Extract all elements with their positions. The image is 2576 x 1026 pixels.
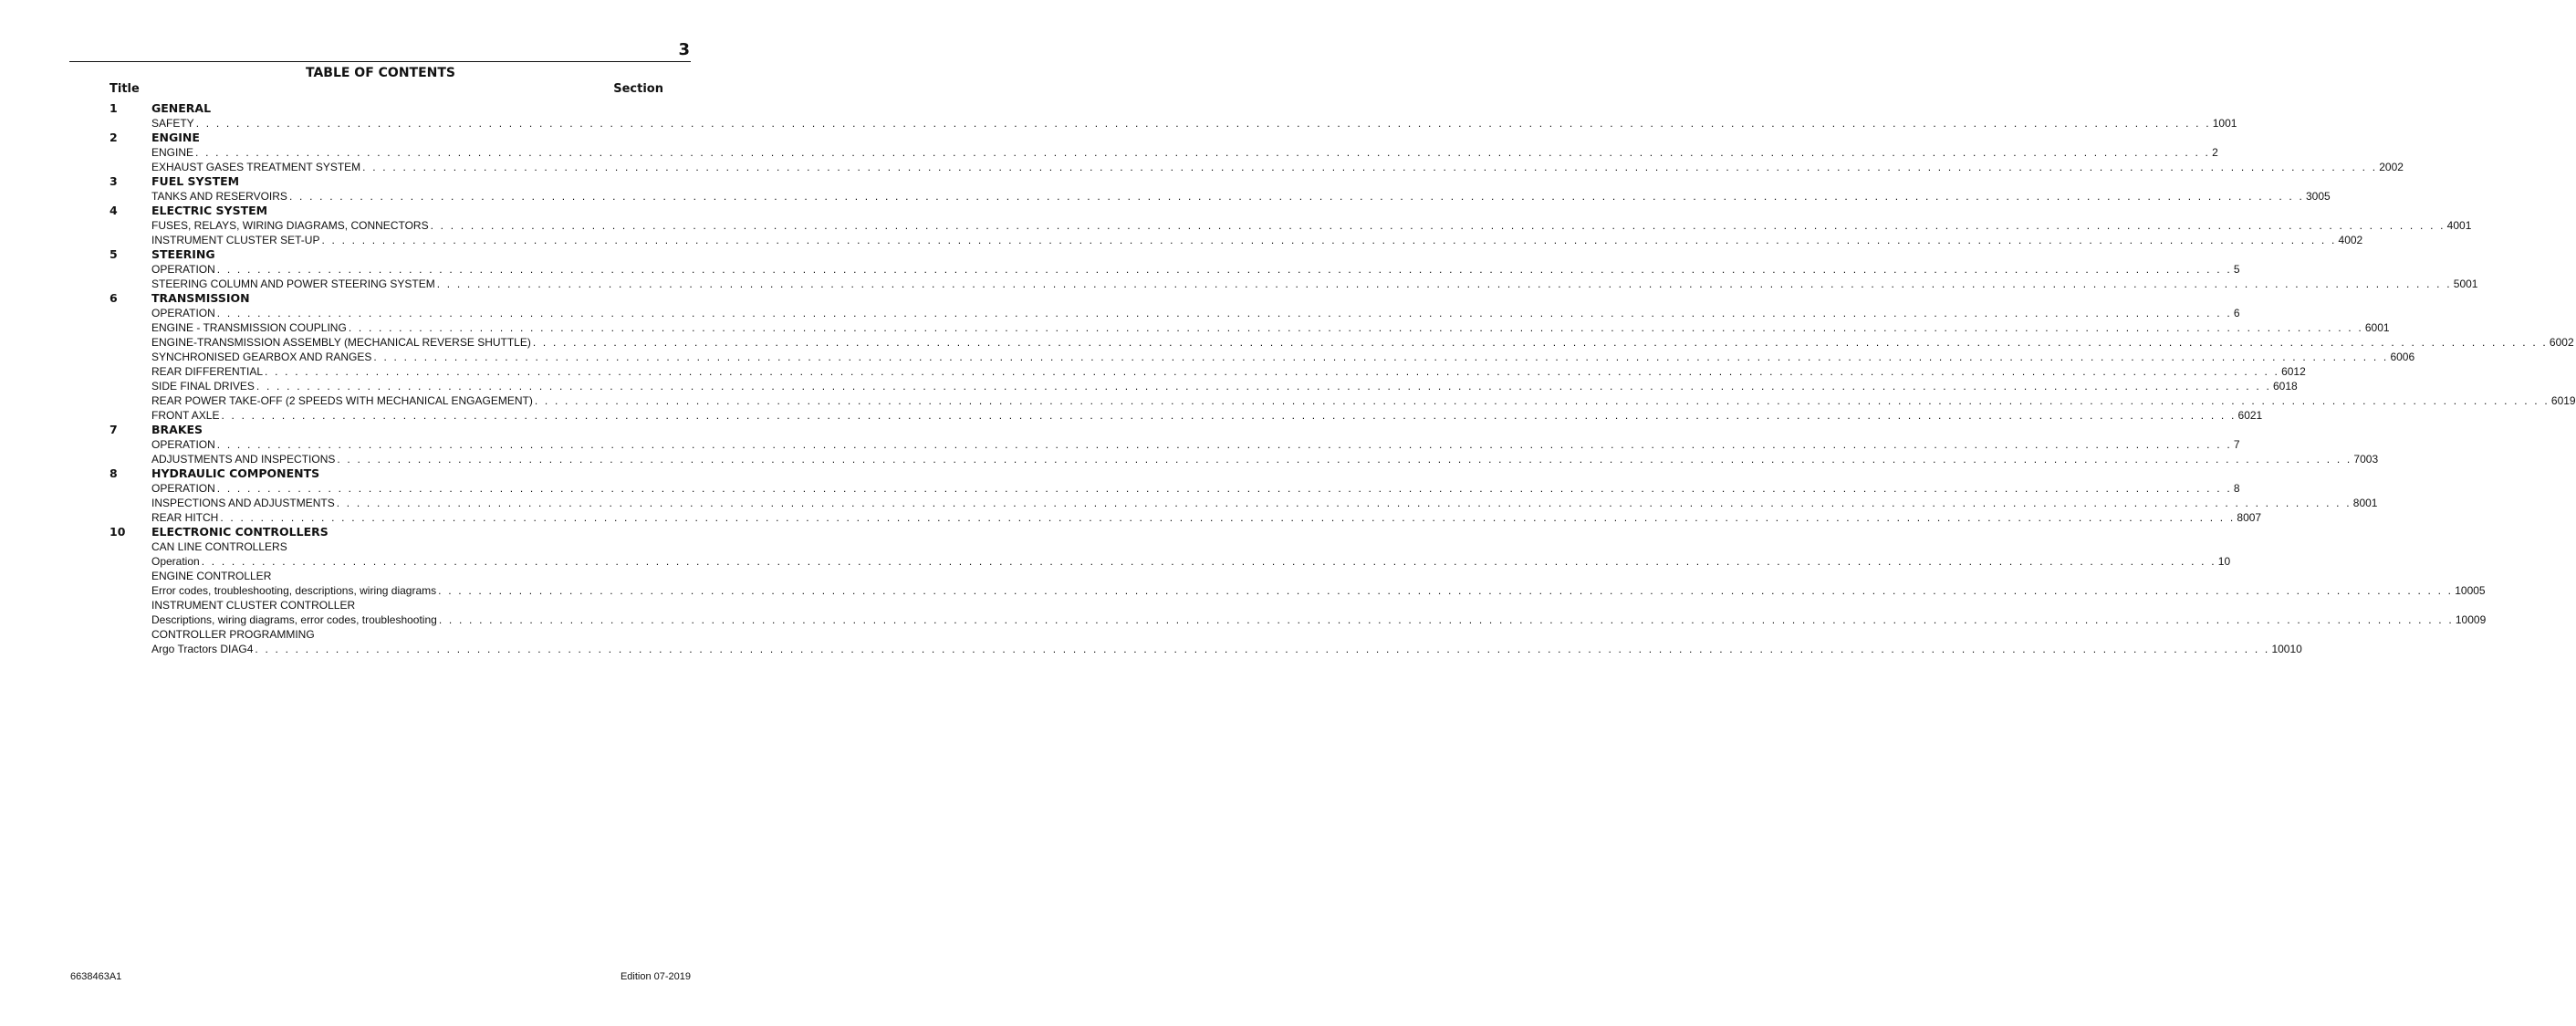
toc-entry[interactable] xyxy=(151,306,2240,320)
toc-entry[interactable] xyxy=(151,116,2237,131)
toc-entry-label: INSPECTIONS AND ADJUSTMENTS xyxy=(151,497,335,509)
toc-subheading: INSTRUMENT CLUSTER CONTROLLER xyxy=(151,599,356,612)
dot-leader: . . . . . . . . . . . . . . . . . . . . . . . . . . . . . . . . . . . . . . . . . . . . . . . . . . . . . . . . . . . . . . . . . . . . . . . . . . . . . . . . . . . . . . . . . . . . . . . . . . . . . . . . . . . . . . . . . . . . . . . . . . . . . . . . . . . . . . . . . . . . . . . . . . . . . . . . . . . . . . . . . . . . . . . . . . . . . . . . . . . . . . . . . . . . . . . . . . . . . . . . xyxy=(321,234,2337,246)
toc-entry-section-number: 5001 xyxy=(2453,277,2478,290)
dot-leader: . . . . . . . . . . . . . . . . . . . . . . . . . . . . . . . . . . . . . . . . . . . . . . . . . . . . . . . . . . . . . . . . . . . . . . . . . . . . . . . . . . . . . . . . . . . . . . . . . . . . . . . . . . . . . . . . . . . . . . . . . . . . . . . . . . . . . . . . . . . . . . . . . . . . . . . . . . . . . . . . . . . . . . . . . . . . . . . . . . . . . . . . . . . . . . . . . . . . . . . . xyxy=(265,365,2280,378)
dot-leader: . . . . . . . . . . . . . . . . . . . . . . . . . . . . . . . . . . . . . . . . . . . . . . . . . . . . . . . . . . . . . . . . . . . . . . . . . . . . . . . . . . . . . . . . . . . . . . . . . . . . . . . . . . . . . . . . . . . . . . . . . . . . . . . . . . . . . . . . . . . . . . . . . . . . . . . . . . . . . . . . . . . . . . . . . . . . . . . . . . . . . . . . . . . . . . . . . . . . . . . . xyxy=(221,409,2237,422)
toc-entry-label: SYNCHRONISED GEARBOX AND RANGES xyxy=(151,351,372,363)
toc-section-heading xyxy=(110,466,663,481)
toc-entry-section-number: 6019 xyxy=(2550,394,2576,407)
toc-list xyxy=(110,101,2576,656)
section-title: BRAKES xyxy=(151,423,203,436)
toc-entry-label: ADJUSTMENTS AND INSPECTIONS xyxy=(151,453,336,466)
dot-leader: . . . . . . . . . . . . . . . . . . . . . . . . . . . . . . . . . . . . . . . . . . . . . . . . . . . . . . . . . . . . . . . . . . . . . . . . . . . . . . . . . . . . . . . . . . . . . . . . . . . . . . . . . . . . . . . . . . . . . . . . . . . . . . . . . . . . . . . . . . . . . . . . . . . . . . . . . . . . . . . . . . . . . . . . . . . . . . . . . . . . . . . . . . . . . . . . . . . . . . . . xyxy=(348,321,2363,334)
toc-entry[interactable] xyxy=(151,437,2240,452)
toc-subheading: CONTROLLER PROGRAMMING xyxy=(151,628,315,641)
section-number: 6 xyxy=(110,291,118,305)
toc-entry-label: REAR DIFFERENTIAL xyxy=(151,365,264,378)
toc-subheading: CAN LINE CONTROLLERS xyxy=(151,540,287,553)
toc-entry-section-number: 6012 xyxy=(2281,365,2306,378)
toc-entry[interactable] xyxy=(151,583,2486,598)
toc-entry-label: Argo Tractors DIAG4 xyxy=(151,643,254,655)
toc-entry[interactable] xyxy=(151,277,2478,291)
dot-leader: . . . . . . . . . . . . . . . . . . . . . . . . . . . . . . . . . . . . . . . . . . . . . . . . . . . . . . . . . . . . . . . . . . . . . . . . . . . . . . . . . . . . . . . . . . . . . . . . . . . . . . . . . . . . . . . . . . . . . . . . . . . . . . . . . . . . . . . . . . . . . . . . . . . . . . . . . . . . . . . . . . . . . . . . . . . . . . . . . . . . . . . . . . . . . . . . . . . . . . . . xyxy=(336,497,2352,509)
toc-entry-label: SIDE FINAL DRIVES xyxy=(151,380,255,393)
toc-entry[interactable] xyxy=(151,189,2331,204)
toc-entry[interactable] xyxy=(151,481,2240,496)
toc-entry[interactable] xyxy=(151,612,2487,627)
section-title: TRANSMISSION xyxy=(151,291,250,305)
toc-entry-label: INSTRUMENT CLUSTER SET-UP xyxy=(151,234,320,246)
footer-doc-code: 6638463A1 xyxy=(70,971,122,982)
toc-entry[interactable] xyxy=(151,320,2390,335)
dot-leader: . . . . . . . . . . . . . . . . . . . . . . . . . . . . . . . . . . . . . . . . . . . . . . . . . . . . . . . . . . . . . . . . . . . . . . . . . . . . . . . . . . . . . . . . . . . . . . . . . . . . . . . . . . . . . . . . . . . . . . . . . . . . . . . . . . . . . . . . . . . . . . . . . . . . . . . . . . . . . . . . . . . . . . . . . . . . . . . . . . . . . . . . . . . . . . . . . . . . . . . . xyxy=(216,263,2232,276)
dot-leader: . . . . . . . . . . . . . . . . . . . . . . . . . . . . . . . . . . . . . . . . . . . . . . . . . . . . . . . . . . . . . . . . . . . . . . . . . . . . . . . . . . . . . . . . . . . . . . . . . . . . . . . . . . . . . . . . . . . . . . . . . . . . . . . . . . . . . . . . . . . . . . . . . . . . . . . . . . . . . . . . . . . . . . . . . . . . . . . . . . . . . . . . . . . . . . . . . . . . . . . . xyxy=(362,161,2378,173)
toc-section-heading xyxy=(110,423,663,437)
toc-entry[interactable] xyxy=(151,262,2240,277)
dot-leader: . . . . . . . . . . . . . . . . . . . . . . . . . . . . . . . . . . . . . . . . . . . . . . . . . . . . . . . . . . . . . . . . . . . . . . . . . . . . . . . . . . . . . . . . . . . . . . . . . . . . . . . . . . . . . . . . . . . . . . . . . . . . . . . . . . . . . . . . . . . . . . . . . . . . . . . . . . . . . . . . . . . . . . . . . . . . . . . . . . . . . . . . . . . . . . . . . . . . . . . . xyxy=(255,643,2270,655)
dot-leader: . . . . . . . . . . . . . . . . . . . . . . . . . . . . . . . . . . . . . . . . . . . . . . . . . . . . . . . . . . . . . . . . . . . . . . . . . . . . . . . . . . . . . . . . . . . . . . . . . . . . . . . . . . . . . . . . . . . . . . . . . . . . . . . . . . . . . . . . . . . . . . . . . . . . . . . . . . . . . . . . . . . . . . . . . . . . . . . . . . . . . . . . . . . . . . . . . . . . . . . . xyxy=(216,482,2232,495)
toc-entry[interactable] xyxy=(151,452,2379,466)
toc-entry-label: STEERING COLUMN AND POWER STEERING SYSTEM xyxy=(151,277,435,290)
section-title: ELECTRIC SYSTEM xyxy=(151,204,268,217)
dot-leader: . . . . . . . . . . . . . . . . . . . . . . . . . . . . . . . . . . . . . . . . . . . . . . . . . . . . . . . . . . . . . . . . . . . . . . . . . . . . . . . . . . . . . . . . . . . . . . . . . . . . . . . . . . . . . . . . . . . . . . . . . . . . . . . . . . . . . . . . . . . . . . . . . . . . . . . . . . . . . . . . . . . . . . . . . . . . . . . . . . . . . . . . . . . . . . . . . . . . . . . . xyxy=(201,555,2216,568)
toc-entry-section-number: 7003 xyxy=(2353,453,2379,466)
dot-leader: . . . . . . . . . . . . . . . . . . . . . . . . . . . . . . . . . . . . . . . . . . . . . . . . . . . . . . . . . . . . . . . . . . . . . . . . . . . . . . . . . . . . . . . . . . . . . . . . . . . . . . . . . . . . . . . . . . . . . . . . . . . . . . . . . . . . . . . . . . . . . . . . . . . . . . . . . . . . . . . . . . . . . . . . . . . . . . . . . . . . . . . . . . . . . . . . . . . . . . . . xyxy=(195,146,2211,159)
section-number: 2 xyxy=(110,131,118,144)
toc-entry-section-number: 1001 xyxy=(2212,117,2237,130)
toc-entry-section-number: 6006 xyxy=(2390,351,2415,363)
toc-entry-label: TANKS AND RESERVOIRS xyxy=(151,190,287,203)
toc-entry-label: REAR HITCH xyxy=(151,511,219,524)
toc-entry-section-number: 6001 xyxy=(2364,321,2390,334)
dot-leader: . . . . . . . . . . . . . . . . . . . . . . . . . . . . . . . . . . . . . . . . . . . . . . . . . . . . . . . . . . . . . . . . . . . . . . . . . . . . . . . . . . . . . . . . . . . . . . . . . . . . . . . . . . . . . . . . . . . . . . . . . . . . . . . . . . . . . . . . . . . . . . . . . . . . . . . . . . . . . . . . . . . . . . . . . . . . . . . . . . . . . . . . . . . . . . . . . . . . . . . . xyxy=(195,117,2211,130)
page-number: 3 xyxy=(678,40,690,59)
toc-entry-section-number: 2 xyxy=(2212,146,2218,159)
toc-entry-section-number: 10010 xyxy=(2271,643,2302,655)
toc-entry-label: Descriptions, wiring diagrams, error codes, troubleshooting xyxy=(151,613,437,626)
dot-leader: . . . . . . . . . . . . . . . . . . . . . . . . . . . . . . . . . . . . . . . . . . . . . . . . . . . . . . . . . . . . . . . . . . . . . . . . . . . . . . . . . . . . . . . . . . . . . . . . . . . . . . . . . . . . . . . . . . . . . . . . . . . . . . . . . . . . . . . . . . . . . . . . . . . . . . . . . . . . . . . . . . . . . . . . . . . . . . . . . . . . . . . . . . . . . . . . . . . . . . . . xyxy=(216,438,2232,451)
toc-entry-label: EXHAUST GASES TREATMENT SYSTEM xyxy=(151,161,361,173)
section-number: 1 xyxy=(110,101,118,115)
toc-entry-section-number: 4001 xyxy=(2446,219,2472,232)
toc-entry-label: REAR POWER TAKE-OFF (2 SPEEDS WITH MECHANICAL ENGAGEMENT) xyxy=(151,394,533,407)
toc-entry-section-number: 6002 xyxy=(2549,336,2574,349)
section-title: STEERING xyxy=(151,247,215,261)
toc-entry-section-number: 8 xyxy=(2233,482,2240,495)
toc-entry[interactable] xyxy=(151,510,2262,525)
toc-section-heading xyxy=(110,247,663,262)
toc-entry[interactable] xyxy=(151,335,2574,350)
column-header-title: Title xyxy=(110,82,140,96)
dot-leader: . . . . . . . . . . . . . . . . . . . . . . . . . . . . . . . . . . . . . . . . . . . . . . . . . . . . . . . . . . . . . . . . . . . . . . . . . . . . . . . . . . . . . . . . . . . . . . . . . . . . . . . . . . . . . . . . . . . . . . . . . . . . . . . . . . . . . . . . . . . . . . . . . . . . . . . . . . . . . . . . . . . . . . . . . . . . . . . . . . . . . . . . . . . . . . . . . . . . . . . . xyxy=(373,351,2389,363)
toc-entry-section-number: 2002 xyxy=(2379,161,2404,173)
toc-entry[interactable] xyxy=(151,554,2231,569)
header-rule xyxy=(69,61,691,62)
dot-leader: . . . . . . . . . . . . . . . . . . . . . . . . . . . . . . . . . . . . . . . . . . . . . . . . . . . . . . . . . . . . . . . . . . . . . . . . . . . . . . . . . . . . . . . . . . . . . . . . . . . . . . . . . . . . . . . . . . . . . . . . . . . . . . . . . . . . . . . . . . . . . . . . . . . . . . . . . . . . . . . . . . . . . . . . . . . . . . . . . . . . . . . . . . . . . . . . . . . . . . . . xyxy=(256,380,2271,393)
toc-entry-label: Error codes, troubleshooting, descriptions, wiring diagrams xyxy=(151,584,437,597)
toc-entry-label: OPERATION xyxy=(151,438,215,451)
toc-entry-label: ENGINE-TRANSMISSION ASSEMBLY (MECHANICAL REVERSE SHUTTLE) xyxy=(151,336,531,349)
section-title: GENERAL xyxy=(151,101,212,115)
toc-entry-section-number: 6021 xyxy=(2237,409,2263,422)
toc-entry[interactable] xyxy=(151,145,2218,160)
section-number: 5 xyxy=(110,247,118,261)
toc-subheading: ENGINE CONTROLLER xyxy=(151,570,272,582)
toc-entry-section-number: 4002 xyxy=(2338,234,2363,246)
dot-leader: . . . . . . . . . . . . . . . . . . . . . . . . . . . . . . . . . . . . . . . . . . . . . . . . . . . . . . . . . . . . . . . . . . . . . . . . . . . . . . . . . . . . . . . . . . . . . . . . . . . . . . . . . . . . . . . . . . . . . . . . . . . . . . . . . . . . . . . . . . . . . . . . . . . . . . . . . . . . . . . . . . . . . . . . . . . . . . . . . . . . . . . . . . . . . . . . . . . . . . . . xyxy=(430,219,2446,232)
toc-entry-section-number: 10 xyxy=(2217,555,2231,568)
toc-entry[interactable] xyxy=(151,642,2302,656)
toc-entry-section-number: 6018 xyxy=(2272,380,2298,393)
toc-entry-label: FRONT AXLE xyxy=(151,409,220,422)
toc-entry-section-number: 6 xyxy=(2233,307,2240,319)
dot-leader: . . . . . . . . . . . . . . . . . . . . . . . . . . . . . . . . . . . . . . . . . . . . . . . . . . . . . . . . . . . . . . . . . . . . . . . . . . . . . . . . . . . . . . . . . . . . . . . . . . . . . . . . . . . . . . . . . . . . . . . . . . . . . . . . . . . . . . . . . . . . . . . . . . . . . . . . . . . . . . . . . . . . . . . . . . . . . . . . . . . . . . . . . . . . . . . . . . . . . . . . xyxy=(220,511,2236,524)
toc-entry[interactable] xyxy=(151,160,2404,174)
toc-entry[interactable] xyxy=(151,350,2415,364)
toc-section-heading xyxy=(110,291,663,306)
dot-leader: . . . . . . . . . . . . . . . . . . . . . . . . . . . . . . . . . . . . . . . . . . . . . . . . . . . . . . . . . . . . . . . . . . . . . . . . . . . . . . . . . . . . . . . . . . . . . . . . . . . . . . . . . . . . . . . . . . . . . . . . . . . . . . . . . . . . . . . . . . . . . . . . . . . . . . . . . . . . . . . . . . . . . . . . . . . . . . . . . . . . . . . . . . . . . . . . . . . . . . . . xyxy=(532,336,2548,349)
toc-entry-label: OPERATION xyxy=(151,482,215,495)
toc-entry-section-number: 3005 xyxy=(2306,190,2331,203)
section-title: ELECTRONIC CONTROLLERS xyxy=(151,525,329,539)
section-title: ENGINE xyxy=(151,131,200,144)
section-number: 8 xyxy=(110,466,118,480)
toc-entry-label: FUSES, RELAYS, WIRING DIAGRAMS, CONNECTORS xyxy=(151,219,429,232)
toc-entry[interactable] xyxy=(151,364,2306,379)
toc-entry-label: OPERATION xyxy=(151,307,215,319)
toc-entry-section-number: 10009 xyxy=(2455,613,2487,626)
section-title: FUEL SYSTEM xyxy=(151,174,240,188)
section-number: 10 xyxy=(110,525,126,539)
toc-entry[interactable] xyxy=(151,408,2263,423)
toc-entry-label: OPERATION xyxy=(151,263,215,276)
toc-entry[interactable] xyxy=(151,379,2298,393)
toc-entry-label: ENGINE - TRANSMISSION COUPLING xyxy=(151,321,347,334)
toc-entry-section-number: 8001 xyxy=(2352,497,2378,509)
toc-entry-label: SAFETY xyxy=(151,117,194,130)
footer-edition: Edition 07-2019 xyxy=(620,971,691,982)
toc-entry-section-number: 7 xyxy=(2233,438,2240,451)
toc-entry[interactable] xyxy=(151,393,2576,408)
toc-section-heading xyxy=(110,101,663,116)
section-number: 3 xyxy=(110,174,118,188)
toc-section-heading xyxy=(110,525,663,539)
toc-entry-label: ENGINE xyxy=(151,146,194,159)
toc-entry-label: Operation xyxy=(151,555,200,568)
dot-leader: . . . . . . . . . . . . . . . . . . . . . . . . . . . . . . . . . . . . . . . . . . . . . . . . . . . . . . . . . . . . . . . . . . . . . . . . . . . . . . . . . . . . . . . . . . . . . . . . . . . . . . . . . . . . . . . . . . . . . . . . . . . . . . . . . . . . . . . . . . . . . . . . . . . . . . . . . . . . . . . . . . . . . . . . . . . . . . . . . . . . . . . . . . . . . . . . . . . . . . . . xyxy=(438,584,2454,597)
dot-leader: . . . . . . . . . . . . . . . . . . . . . . . . . . . . . . . . . . . . . . . . . . . . . . . . . . . . . . . . . . . . . . . . . . . . . . . . . . . . . . . . . . . . . . . . . . . . . . . . . . . . . . . . . . . . . . . . . . . . . . . . . . . . . . . . . . . . . . . . . . . . . . . . . . . . . . . . . . . . . . . . . . . . . . . . . . . . . . . . . . . . . . . . . . . . . . . . . . . . . . . . xyxy=(337,453,2352,466)
section-title: HYDRAULIC COMPONENTS xyxy=(151,466,320,480)
toc-entry[interactable] xyxy=(151,218,2472,233)
toc-section-heading xyxy=(110,131,663,145)
dot-leader: . . . . . . . . . . . . . . . . . . . . . . . . . . . . . . . . . . . . . . . . . . . . . . . . . . . . . . . . . . . . . . . . . . . . . . . . . . . . . . . . . . . . . . . . . . . . . . . . . . . . . . . . . . . . . . . . . . . . . . . . . . . . . . . . . . . . . . . . . . . . . . . . . . . . . . . . . . . . . . . . . . . . . . . . . . . . . . . . . . . . . . . . . . . . . . . . . . . . . . . . xyxy=(534,394,2550,407)
toc-section-heading xyxy=(110,204,663,218)
toc-entry-section-number: 8007 xyxy=(2237,511,2262,524)
toc-entry-section-number: 5 xyxy=(2233,263,2240,276)
dot-leader: . . . . . . . . . . . . . . . . . . . . . . . . . . . . . . . . . . . . . . . . . . . . . . . . . . . . . . . . . . . . . . . . . . . . . . . . . . . . . . . . . . . . . . . . . . . . . . . . . . . . . . . . . . . . . . . . . . . . . . . . . . . . . . . . . . . . . . . . . . . . . . . . . . . . . . . . . . . . . . . . . . . . . . . . . . . . . . . . . . . . . . . . . . . . . . . . . . . . . . . . xyxy=(216,307,2232,319)
section-number: 4 xyxy=(110,204,118,217)
dot-leader: . . . . . . . . . . . . . . . . . . . . . . . . . . . . . . . . . . . . . . . . . . . . . . . . . . . . . . . . . . . . . . . . . . . . . . . . . . . . . . . . . . . . . . . . . . . . . . . . . . . . . . . . . . . . . . . . . . . . . . . . . . . . . . . . . . . . . . . . . . . . . . . . . . . . . . . . . . . . . . . . . . . . . . . . . . . . . . . . . . . . . . . . . . . . . . . . . . . . . . . . xyxy=(436,277,2452,290)
section-number: 7 xyxy=(110,423,118,436)
toc-section-heading xyxy=(110,174,663,189)
dot-leader: . . . . . . . . . . . . . . . . . . . . . . . . . . . . . . . . . . . . . . . . . . . . . . . . . . . . . . . . . . . . . . . . . . . . . . . . . . . . . . . . . . . . . . . . . . . . . . . . . . . . . . . . . . . . . . . . . . . . . . . . . . . . . . . . . . . . . . . . . . . . . . . . . . . . . . . . . . . . . . . . . . . . . . . . . . . . . . . . . . . . . . . . . . . . . . . . . . . . . . . . xyxy=(288,190,2304,203)
toc-title: TABLE OF CONTENTS xyxy=(305,66,456,80)
toc-entry-section-number: 10005 xyxy=(2455,584,2486,597)
toc-entry[interactable] xyxy=(151,496,2378,510)
column-header-section: Section xyxy=(613,82,663,96)
toc-entry[interactable] xyxy=(151,233,2363,247)
dot-leader: . . . . . . . . . . . . . . . . . . . . . . . . . . . . . . . . . . . . . . . . . . . . . . . . . . . . . . . . . . . . . . . . . . . . . . . . . . . . . . . . . . . . . . . . . . . . . . . . . . . . . . . . . . . . . . . . . . . . . . . . . . . . . . . . . . . . . . . . . . . . . . . . . . . . . . . . . . . . . . . . . . . . . . . . . . . . . . . . . . . . . . . . . . . . . . . . . . . . . . . . xyxy=(438,613,2454,626)
